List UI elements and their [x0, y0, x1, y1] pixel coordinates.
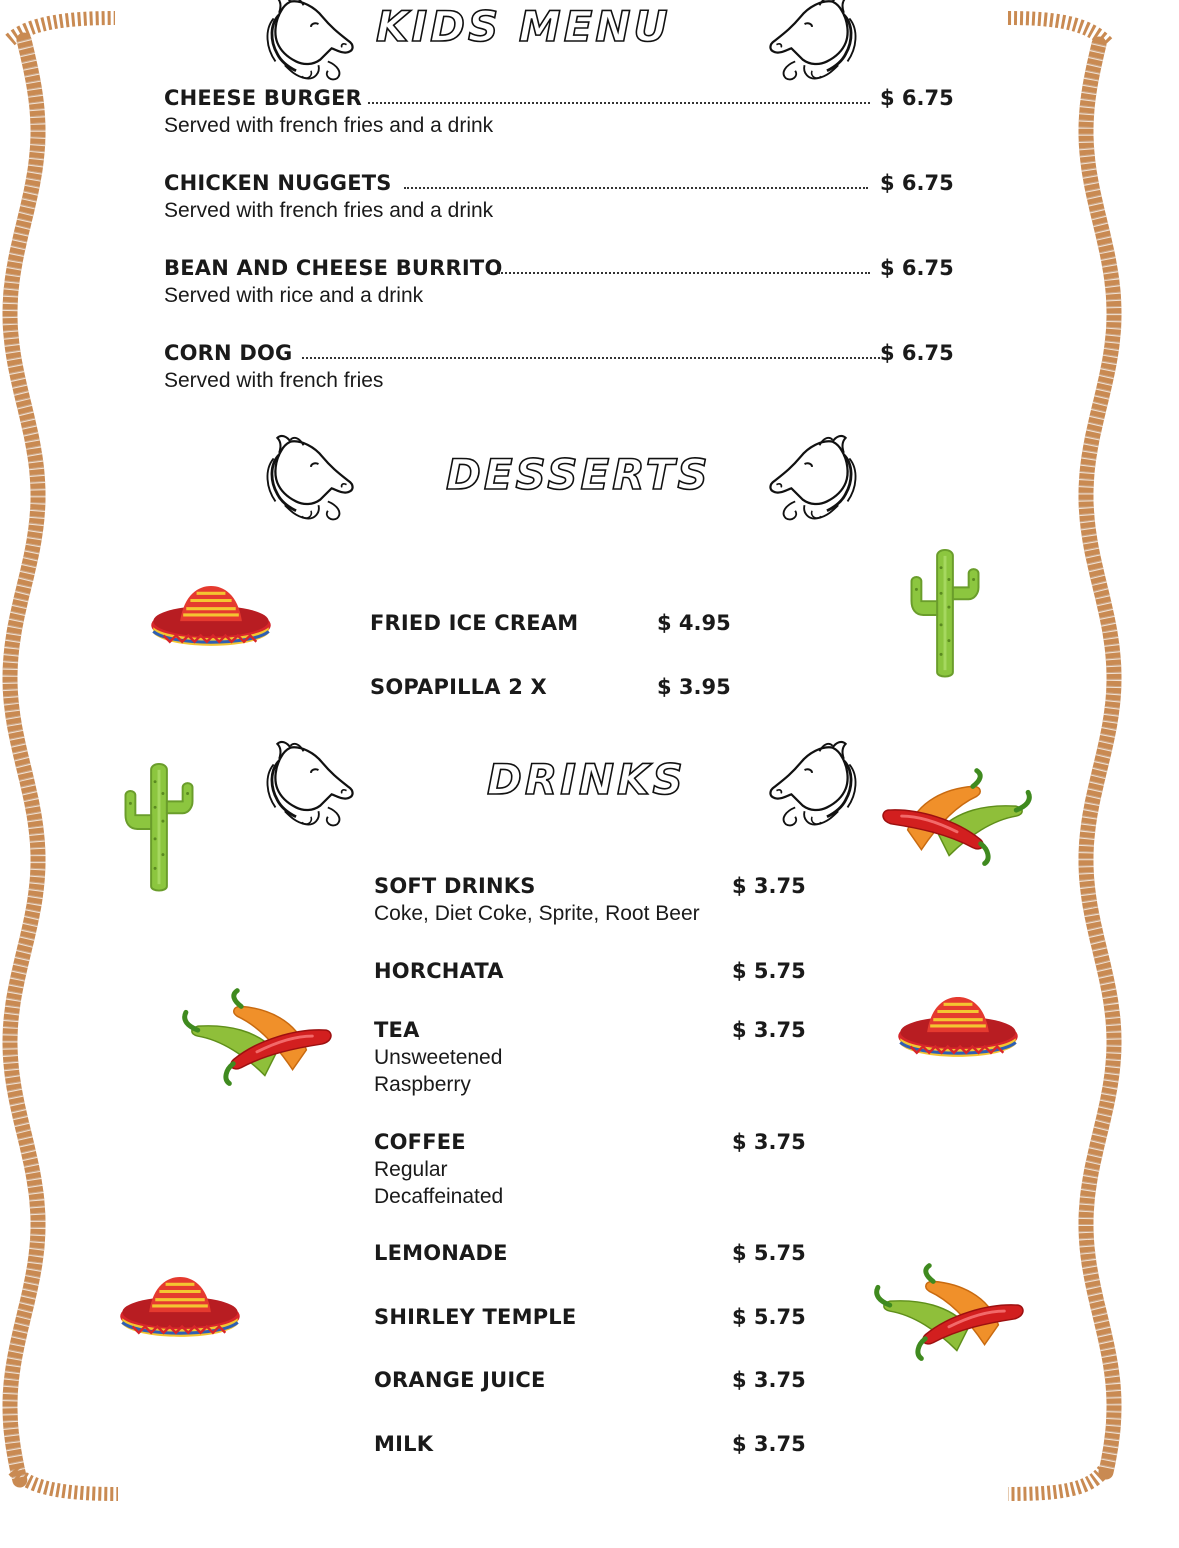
- item-name: SOFT DRINKS: [374, 874, 536, 898]
- item-description: Served with french fries and a drink: [164, 114, 494, 137]
- horse-head-icon: [263, 742, 359, 828]
- drinks-title: DRINKS: [487, 755, 686, 804]
- cactus-icon: [120, 760, 198, 894]
- item-name: ORANGE JUICE: [374, 1368, 546, 1392]
- item-name: SOPAPILLA 2 X: [370, 675, 547, 699]
- item-name: MILK: [374, 1432, 434, 1456]
- horse-head-icon: [764, 742, 860, 828]
- item-description: Decaffeinated: [374, 1185, 504, 1208]
- item-name: TEA: [374, 1018, 420, 1042]
- item-description: Served with rice and a drink: [164, 284, 424, 307]
- item-price: $ 6.75: [880, 171, 954, 195]
- horse-head-icon: [764, 0, 860, 82]
- menu-item: [164, 341, 954, 401]
- menu-item: [164, 86, 954, 146]
- item-price: $ 3.75: [732, 1368, 806, 1392]
- horse-head-icon: [263, 436, 359, 522]
- item-price: $ 6.75: [880, 256, 954, 280]
- item-price: $ 4.95: [657, 611, 731, 635]
- menu-item: [374, 1130, 804, 1214]
- menu-item: [370, 675, 730, 705]
- menu-item: [374, 1368, 804, 1398]
- sombrero-icon: [896, 995, 1020, 1063]
- item-price: $ 5.75: [732, 1241, 806, 1265]
- item-name: BEAN AND CHEESE BURRITO: [164, 256, 503, 280]
- sombrero-icon: [118, 1275, 242, 1343]
- item-name: FRIED ICE CREAM: [370, 611, 579, 635]
- menu-item: [374, 1432, 804, 1462]
- item-description: Raspberry: [374, 1073, 471, 1096]
- chili-peppers-icon: [878, 770, 1036, 870]
- item-name: CHEESE BURGER: [164, 86, 363, 110]
- menu-item: [374, 874, 804, 934]
- leader-dots: [404, 187, 868, 189]
- item-description: Unsweetened: [374, 1046, 503, 1069]
- horse-head-icon: [764, 436, 860, 522]
- item-price: $ 3.75: [732, 1432, 806, 1456]
- item-price: $ 6.75: [880, 86, 954, 110]
- item-name: LEMONADE: [374, 1241, 508, 1265]
- kids-menu-title: KIDS MENU: [376, 2, 671, 51]
- item-name: COFFEE: [374, 1130, 466, 1154]
- item-price: $ 3.75: [732, 1130, 806, 1154]
- horse-head-icon: [263, 0, 359, 82]
- menu-item: [374, 1018, 804, 1102]
- item-description: Served with french fries: [164, 369, 384, 392]
- item-price: $ 3.95: [657, 675, 731, 699]
- desserts-title: DESSERTS: [446, 450, 711, 499]
- menu-item: [370, 611, 730, 641]
- menu-item: [374, 1241, 804, 1271]
- item-name: CHICKEN NUGGETS: [164, 171, 392, 195]
- sombrero-icon: [149, 584, 273, 652]
- item-description: Served with french fries and a drink: [164, 199, 494, 222]
- leader-dots: [368, 102, 870, 104]
- menu-item: [164, 171, 954, 231]
- item-name: HORCHATA: [374, 959, 504, 983]
- item-price: $ 5.75: [732, 1305, 806, 1329]
- item-description: Coke, Diet Coke, Sprite, Root Beer: [374, 902, 700, 925]
- item-name: SHIRLEY TEMPLE: [374, 1305, 577, 1329]
- menu-item: [374, 959, 804, 989]
- item-name: CORN DOG: [164, 341, 293, 365]
- chili-peppers-icon: [870, 1265, 1028, 1365]
- item-price: $ 3.75: [732, 1018, 806, 1042]
- left-rope-border: [0, 0, 130, 1548]
- cactus-icon: [906, 546, 984, 680]
- item-description: Regular: [374, 1158, 448, 1181]
- menu-item: [374, 1305, 804, 1335]
- menu-item: [164, 256, 954, 316]
- item-price: $ 5.75: [732, 959, 806, 983]
- leader-dots: [498, 272, 870, 274]
- chili-peppers-icon: [178, 990, 336, 1090]
- leader-dots: [302, 357, 880, 359]
- item-price: $ 3.75: [732, 874, 806, 898]
- item-price: $ 6.75: [880, 341, 954, 365]
